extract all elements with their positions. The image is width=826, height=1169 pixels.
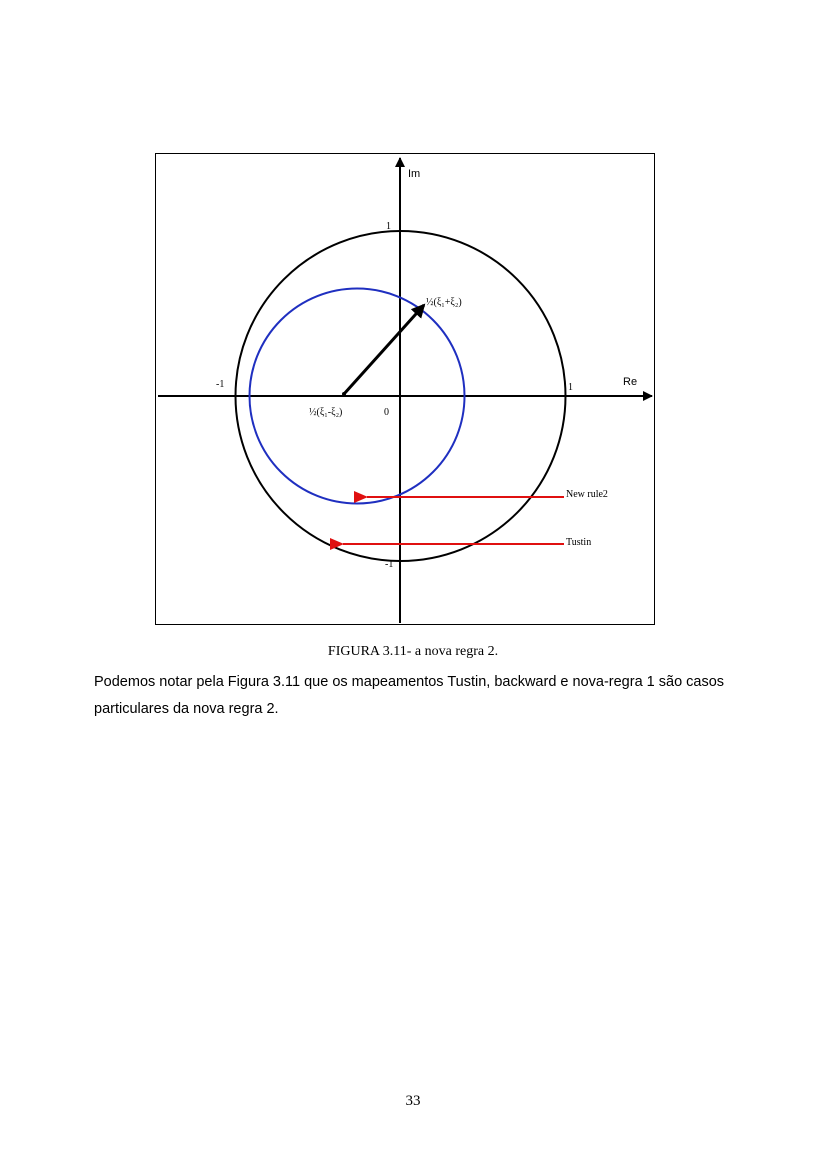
- centre-point: [342, 392, 346, 396]
- body-paragraph: Podemos notar pela Figura 3.11 que os mapeamentos Tustin, backward e nova-regra 1 são casos particulares da nova regra 2.: [94, 674, 725, 717]
- tick-label-left: -1: [216, 379, 225, 390]
- tustin-label: Tustin: [566, 537, 592, 548]
- page-number: 33: [405, 1093, 421, 1109]
- vector-label: ½(ξ₁+ξ₂): [426, 297, 462, 308]
- re-axis-label: Re: [623, 376, 638, 388]
- half-sum-vector: [344, 305, 424, 394]
- im-axis-label: Im: [408, 168, 421, 180]
- figure-frame: [155, 153, 655, 625]
- figure-caption: FIGURA 3.11- a nova regra 2.: [327, 644, 499, 659]
- origin-label: 0: [384, 407, 389, 418]
- tick-label-top: 1: [386, 221, 391, 232]
- tick-label-bottom: -1: [385, 559, 394, 570]
- centre-label: ½(ξ₁-ξ₂): [309, 407, 343, 418]
- tick-label-right: 1: [568, 382, 573, 393]
- new-rule2-label: New rule2: [566, 489, 608, 500]
- complex-plane-diagram: [156, 154, 656, 626]
